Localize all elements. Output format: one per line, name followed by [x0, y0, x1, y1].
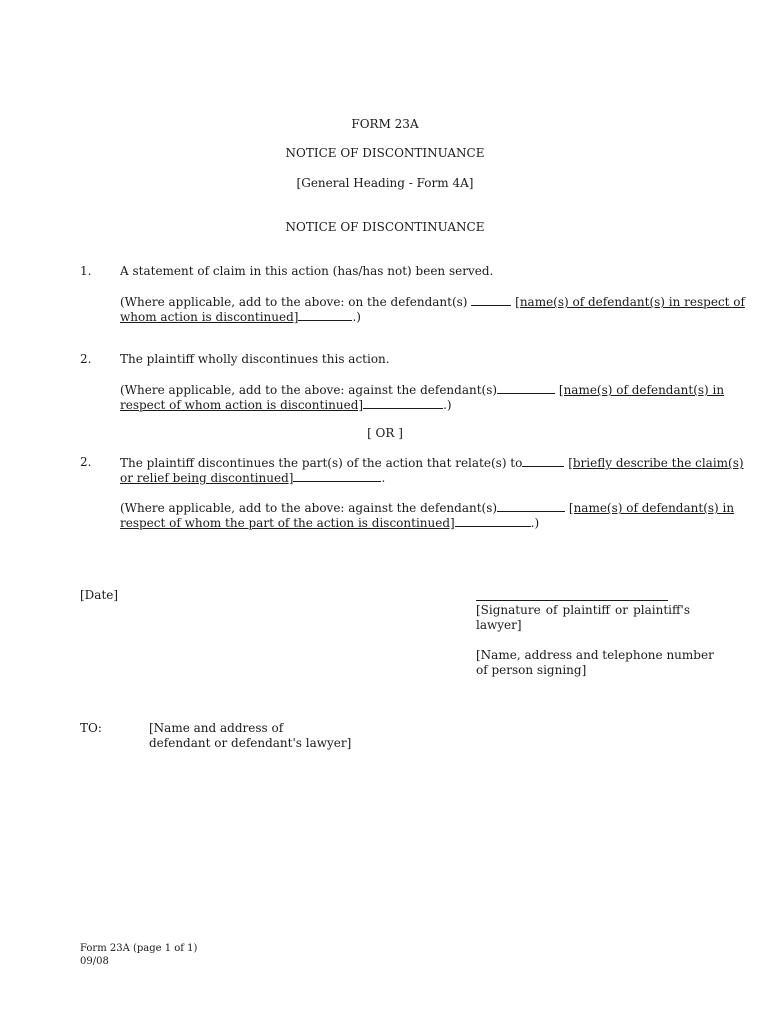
para1-number: 1. — [80, 264, 92, 278]
para2-alt-line2 — [120, 470, 385, 485]
sig-word: of — [545, 603, 558, 617]
para2-alt-line1 — [120, 455, 744, 470]
date-label: [Date] — [80, 588, 119, 602]
footer-date-code: 09/08 — [80, 956, 109, 967]
para2-number: 2. — [80, 352, 92, 366]
para2-alt-field-end: . — [381, 471, 386, 485]
para2-alt-number: 2. — [80, 455, 92, 469]
para1-field-2: whom action is discontinued] — [120, 310, 299, 324]
blank-line — [522, 455, 564, 467]
para1-field-1: [name(s) of defendant(s) in respect of — [515, 295, 745, 309]
signature-line — [476, 600, 668, 601]
para2-alt-applicable-line1 — [120, 500, 734, 515]
para2-alt-applicable-intro: (Where applicable, add to the above: against the defendant(s) — [120, 501, 498, 515]
para2-alt-applicable-field-1: [name(s) of defendant(s) in — [568, 501, 735, 515]
to-line1: [Name and address of — [149, 721, 284, 735]
para2-alt-field-2: or relief being discontinued] — [120, 471, 294, 485]
signature-caption-line2: lawyer] — [476, 618, 522, 632]
para2-field-1: [name(s) of defendant(s) in — [558, 383, 725, 397]
para1-applicable-line2 — [120, 309, 361, 324]
to-label: TO: — [80, 721, 102, 735]
para2-alt-applicable-end: .) — [530, 516, 540, 530]
signature-caption-line1 — [476, 603, 690, 617]
para2-alt-applicable-line2 — [120, 515, 539, 530]
para1-applicable-end: .) — [352, 310, 361, 324]
general-heading: [General Heading - Form 4A] — [296, 176, 474, 190]
or-separator: [ OR ] — [367, 426, 403, 440]
blank-line — [471, 294, 511, 306]
sig-word: plaintiff — [562, 603, 610, 617]
form-number: FORM 23A — [351, 117, 419, 131]
para1-applicable-line1 — [120, 294, 745, 309]
para2-alt-field-1: [briefly describe the claim(s) — [568, 456, 744, 470]
para2-applicable-end: .) — [443, 398, 452, 412]
para2-alt-applicable-field-2: respect of whom the part of the action is discontinued] — [120, 516, 455, 530]
para2-field-2: respect of whom action is discontinued] — [120, 398, 364, 412]
para1-text: A statement of claim in this action (has/has not) been served. — [120, 264, 494, 278]
para1-applicable-intro: (Where applicable, add to the above: on the defendant(s) — [120, 295, 468, 309]
para2-applicable-intro: (Where applicable, add to the above: against the defendant(s) — [120, 383, 498, 397]
para2-text: The plaintiff wholly discontinues this action. — [120, 352, 390, 366]
blank-line — [363, 397, 443, 409]
blank-line — [298, 309, 352, 321]
blank-line — [497, 382, 555, 394]
signer-contact-line1: [Name, address and telephone number — [476, 648, 714, 662]
sig-word: [Signature — [476, 603, 541, 617]
blank-line — [497, 500, 565, 512]
to-line2: defendant or defendant's lawyer] — [149, 736, 352, 750]
blank-line — [293, 470, 381, 482]
para2-applicable-line2 — [120, 397, 452, 412]
para2-applicable-line1 — [120, 382, 724, 397]
para2-alt-text: The plaintiff discontinues the part(s) of the action that relate(s) to — [120, 456, 523, 470]
blank-line — [455, 515, 531, 527]
signer-contact-line2: of person signing] — [476, 663, 587, 677]
sig-word: plaintiff's — [633, 603, 690, 617]
document-title: NOTICE OF DISCONTINUANCE — [285, 146, 485, 160]
sig-word: or — [615, 603, 629, 617]
footer-page-label: Form 23A (page 1 of 1) — [80, 943, 198, 954]
document-subtitle: NOTICE OF DISCONTINUANCE — [285, 220, 485, 234]
